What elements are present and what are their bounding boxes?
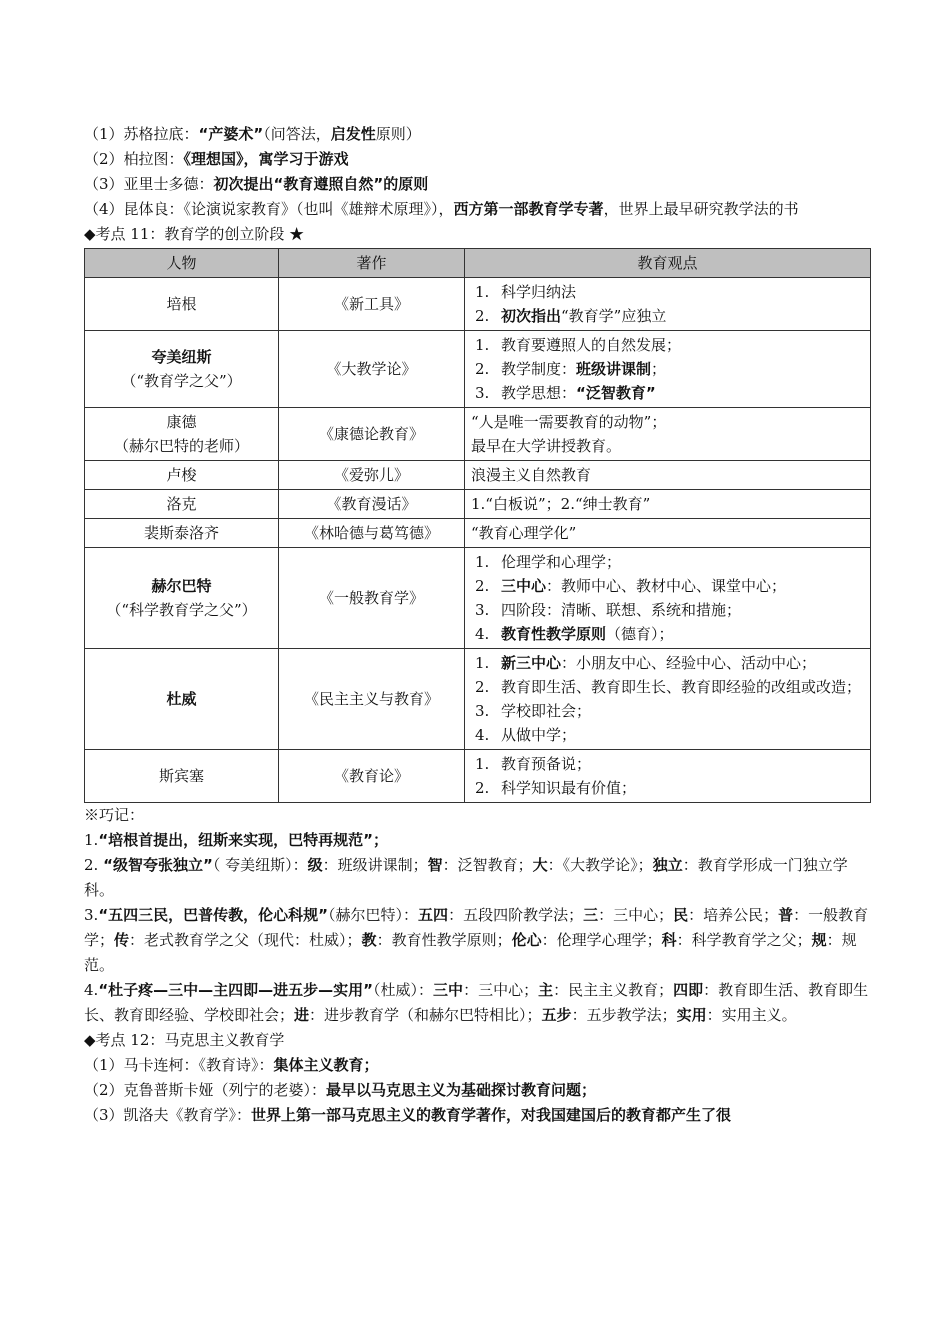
bold-span: 规	[811, 931, 827, 949]
viewpoint-item	[471, 752, 864, 776]
item-text: 科学知识最有价值；	[501, 779, 637, 797]
text-span: （2）柏拉图：	[84, 150, 184, 168]
item-text: “教育学”应独立	[561, 307, 667, 325]
bold-span: 科	[661, 931, 677, 949]
header-person: 人物	[85, 249, 279, 278]
viewpoint-text: 最早在大学讲授教育。	[471, 437, 622, 455]
item-text: （德育）；	[606, 625, 674, 643]
table-row	[85, 461, 871, 490]
person-name: 赫尔巴特	[151, 577, 212, 595]
viewpoint-item	[471, 699, 864, 723]
item-number: 1.	[475, 553, 490, 571]
person-name: 培根	[166, 295, 197, 313]
cell-person	[85, 408, 279, 461]
bold-span: 最早以马克思主义为基础探讨教育问题；	[326, 1081, 597, 1099]
bold-span: 集体主义教育；	[273, 1056, 379, 1074]
text-span: （2）克鲁普斯卡娅（列宁的老婆）：	[84, 1081, 327, 1099]
educators-table	[84, 248, 871, 803]
bold-span: 三中	[433, 981, 464, 999]
table-row	[85, 548, 871, 649]
table-row	[85, 750, 871, 803]
bold-span: 初次提出“教育遵照自然”的原则	[213, 175, 429, 193]
viewpoint-text: “人是唯一需要教育的动物”；	[471, 413, 667, 431]
text-span: （问答法，	[263, 125, 331, 143]
person-name: 洛克	[166, 495, 197, 513]
text-span: （1）马卡连柯：《教育诗》：	[84, 1056, 274, 1074]
cell-viewpoint	[465, 750, 871, 803]
cell-work: 《一般教育学》	[279, 548, 465, 649]
cell-person	[85, 278, 279, 331]
bold-span: 世界上第一部马克思主义的教育学著作，对我国建国后的教育都产生了很	[251, 1106, 732, 1124]
item-number: 4.	[475, 625, 490, 643]
item-number: 2.	[475, 360, 490, 378]
tips-block	[84, 803, 870, 1028]
bold-span: 主	[538, 981, 554, 999]
text-span: （1）苏格拉底：	[84, 125, 199, 143]
cell-viewpoint	[465, 408, 871, 461]
cell-work: 《教育论》	[279, 750, 465, 803]
item-number: 1.	[475, 283, 490, 301]
item-text: 伦理学和心理学；	[501, 553, 622, 571]
item-number: 4.	[475, 726, 490, 744]
section-heading-12: ◆考点 12：马克思主义教育学	[84, 1031, 285, 1049]
item-bold: 初次指出	[501, 307, 562, 325]
item-number: 3.	[475, 384, 490, 402]
text-span: （4）昆体良：《论演说家教育》（也叫《雄辩术原理》），	[84, 200, 454, 218]
marx-line	[84, 1053, 870, 1078]
header-work: 著作	[279, 249, 465, 278]
viewpoint-text: “教育心理学化”	[471, 524, 577, 542]
table-row	[85, 490, 871, 519]
cell-viewpoint	[465, 461, 871, 490]
bold-span: 伦心	[511, 931, 542, 949]
person-note: （“教育学之父”）	[121, 372, 242, 390]
bold-span: 进	[294, 1006, 310, 1024]
bold-span: “培根首提出，纽斯来实现，巴特再规范”；	[98, 831, 389, 849]
marx-line	[84, 1103, 870, 1128]
cell-work: 《大教学论》	[279, 331, 465, 408]
bold-span: “杜子疼—三中—主四即—进五步—实用”	[98, 981, 374, 999]
bold-span: 西方第一部教育学专著	[453, 200, 604, 218]
item-text: 从做中学；	[501, 726, 577, 744]
viewpoint-list	[471, 550, 864, 646]
viewpoint-item	[471, 776, 864, 800]
item-number: 3.	[475, 702, 490, 720]
item-bold: 三中心	[501, 577, 547, 595]
table-row	[85, 278, 871, 331]
item-text: 教育要遵照人的自然发展；	[501, 336, 682, 354]
cell-work: 《教育漫话》	[279, 490, 465, 519]
item-text: 学校即社会；	[501, 702, 592, 720]
bold-span: 普	[778, 906, 794, 924]
viewpoint-item	[471, 598, 864, 622]
viewpoint-item	[471, 381, 864, 405]
cell-viewpoint	[465, 331, 871, 408]
bold-span: 智	[427, 856, 443, 874]
viewpoint-item	[471, 574, 864, 598]
bold-span: 《理想国》，寓学习于游戏	[183, 150, 349, 168]
viewpoint-item	[471, 675, 864, 699]
intro-list	[84, 122, 870, 222]
viewpoint-item	[471, 651, 864, 675]
viewpoint-list	[471, 752, 864, 800]
cell-person	[85, 519, 279, 548]
cell-person	[85, 490, 279, 519]
person-name: 夸美纽斯	[151, 348, 212, 366]
cell-viewpoint	[465, 649, 871, 750]
bold-span: “级智夸张独立”	[103, 856, 213, 874]
bold-span: 五步	[541, 1006, 572, 1024]
cell-person	[85, 548, 279, 649]
cell-work: 《新工具》	[279, 278, 465, 331]
tips-title: ※巧记：	[84, 806, 145, 824]
viewpoint-item	[471, 723, 864, 747]
bold-span: “五四三民，巴普传教，伦心科规”	[98, 906, 329, 924]
cell-work: 《林哈德与葛笃德》	[279, 519, 465, 548]
tip-item: 1.“培根首提出，纽斯来实现，巴特再规范”；	[84, 831, 389, 849]
item-number: 1.	[475, 654, 490, 672]
table-row	[85, 408, 871, 461]
viewpoint-text: 1.“白板说”；2.“绅士教育”	[471, 495, 651, 513]
cell-person	[85, 461, 279, 490]
item-bold: 新三中心	[501, 654, 562, 672]
viewpoint-item	[471, 357, 864, 381]
bold-span: 教	[361, 931, 377, 949]
document-page	[84, 122, 870, 1128]
intro-line	[84, 197, 870, 222]
tip-item: 4.“杜子疼—三中—主四即—进五步—实用”（杜威）：三中：三中心；主：民主主义教育；四即：教育即生活、教育即生长、教育即经验、学校即社会；进：进步教育学（和赫尔巴特相比）；五步：五步教学法；实用：实用主义。	[84, 981, 869, 1024]
tip-item: 3.“五四三民，巴普传教，伦心科规”（赫尔巴特）：五四：五段四阶教学法；三：三中心；民：培养公民；普：一般教育学；传：老式教育学之父（现代：杜威）；教：教育性教学原则；伦心：伦理学心理学；科：科学教育学之父；规：规范。	[84, 906, 869, 974]
item-text: 教学思想：	[501, 384, 577, 402]
cell-person	[85, 649, 279, 750]
cell-person	[85, 750, 279, 803]
item-bold: “泛智教育”	[576, 384, 656, 402]
table-header-row	[85, 249, 871, 278]
bold-span: 独立	[652, 856, 683, 874]
table-row	[85, 331, 871, 408]
bold-span: 四即	[673, 981, 704, 999]
cell-viewpoint	[465, 490, 871, 519]
intro-line	[84, 172, 870, 197]
bold-span: 五四	[418, 906, 449, 924]
text-span: （3）凯洛夫《教育学》：	[84, 1106, 252, 1124]
item-number: 2.	[475, 678, 490, 696]
header-viewpoint: 教育观点	[465, 249, 871, 278]
cell-work: 《爱弥儿》	[279, 461, 465, 490]
bold-span: 启发性	[330, 125, 376, 143]
item-number: 2.	[475, 779, 490, 797]
person-name: 卢梭	[166, 466, 197, 484]
table-row	[85, 649, 871, 750]
viewpoint-text: 浪漫主义自然教育	[471, 466, 592, 484]
bold-span: 大	[532, 856, 548, 874]
intro-line	[84, 147, 870, 172]
cell-person	[85, 331, 279, 408]
viewpoint-item	[471, 280, 864, 304]
viewpoint-item	[471, 333, 864, 357]
person-name: 裴斯泰洛齐	[143, 524, 219, 542]
item-number: 2.	[475, 307, 490, 325]
item-text: ：小朋友中心、经验中心、活动中心；	[561, 654, 817, 672]
viewpoint-item	[471, 304, 864, 328]
item-text: 教育即生活、教育即生长、教育即经验的改组或改造；	[501, 678, 862, 696]
person-name: 杜威	[166, 690, 197, 708]
person-note: （“科学教育学之父”）	[106, 601, 257, 619]
viewpoint-list	[471, 651, 864, 747]
bold-span: 级	[307, 856, 323, 874]
person-name: 康德	[166, 413, 197, 431]
bold-span: 传	[114, 931, 130, 949]
text-span: （3）亚里士多德：	[84, 175, 214, 193]
marx-line	[84, 1078, 870, 1103]
bold-span: “产婆术”	[198, 125, 264, 143]
intro-line	[84, 122, 870, 147]
item-text: ；	[651, 360, 667, 378]
bold-span: 三	[583, 906, 599, 924]
cell-work: 《康德论教育》	[279, 408, 465, 461]
marx-list	[84, 1053, 870, 1128]
item-bold: 教育性教学原则	[501, 625, 607, 643]
item-text: 教育预备说；	[501, 755, 592, 773]
person-name: 斯宾塞	[158, 767, 204, 785]
viewpoint-item	[471, 622, 864, 646]
item-bold: 班级讲课制	[576, 360, 652, 378]
cell-viewpoint	[465, 519, 871, 548]
section-heading-11: ◆考点 11：教育学的创立阶段 ★	[84, 225, 305, 243]
viewpoint-list	[471, 333, 864, 405]
text-span: ，世界上最早研究教学法的书	[603, 200, 799, 218]
tip-item: 2. “级智夸张独立”（ 夸美纽斯）：级：班级讲课制；智：泛智教育；大：《大教学论》；独立：教育学形成一门独立学科。	[84, 856, 848, 899]
item-text: 四阶段：清晰、联想、系统和措施；	[501, 601, 742, 619]
item-number: 3.	[475, 601, 490, 619]
item-number: 1.	[475, 336, 490, 354]
item-number: 2.	[475, 577, 490, 595]
table-body	[85, 278, 871, 803]
item-text: 科学归纳法	[501, 283, 577, 301]
table-row	[85, 519, 871, 548]
cell-viewpoint	[465, 278, 871, 331]
item-number: 1.	[475, 755, 490, 773]
text-span: 原则）	[375, 125, 421, 143]
bold-span: 民	[673, 906, 689, 924]
item-text: ：教师中心、教材中心、课堂中心；	[546, 577, 787, 595]
person-note: （赫尔巴特的老师）	[113, 437, 249, 455]
viewpoint-item	[471, 550, 864, 574]
cell-viewpoint	[465, 548, 871, 649]
item-text: 教学制度：	[501, 360, 577, 378]
cell-work: 《民主主义与教育》	[279, 649, 465, 750]
viewpoint-list	[471, 280, 864, 328]
bold-span: 实用	[676, 1006, 707, 1024]
